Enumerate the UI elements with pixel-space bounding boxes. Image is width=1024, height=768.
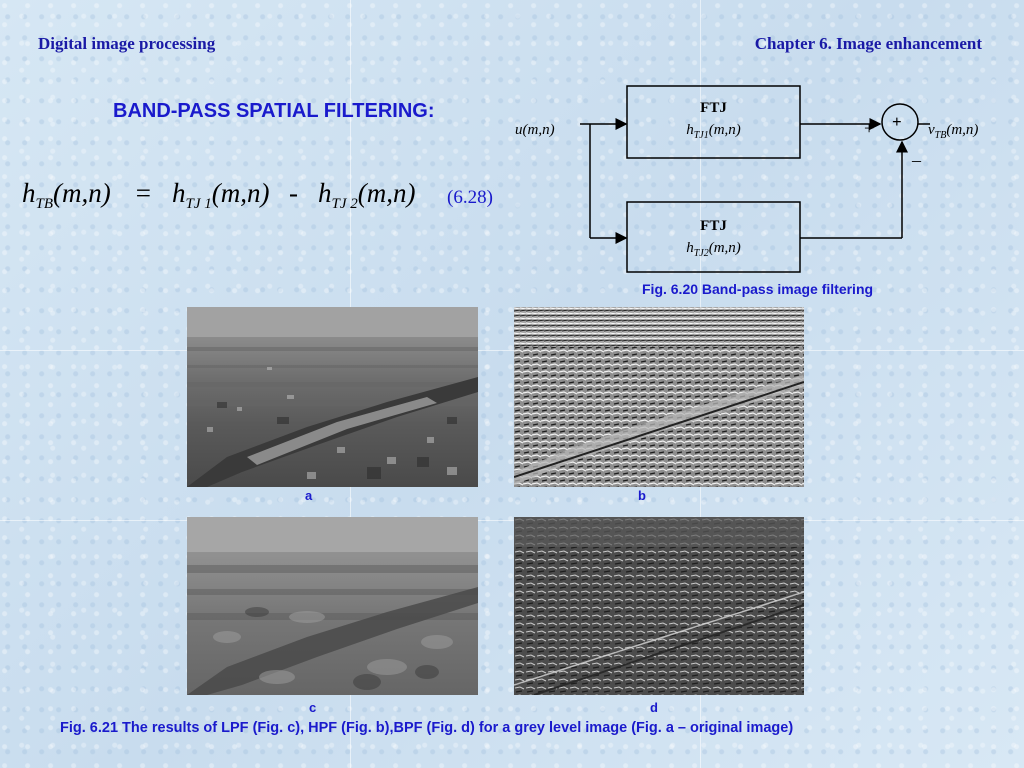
ftj1-title: FTJ bbox=[700, 100, 727, 116]
equation-term2: $h_{TJ 2}(m,n)$ bbox=[318, 178, 416, 212]
figure-620-caption: Fig. 6.20 Band-pass image filtering bbox=[642, 281, 874, 297]
ftj1-function: $h_{TJ1}(m,n)$ bbox=[686, 122, 741, 141]
original-image-a bbox=[187, 307, 478, 487]
equation-minus: - bbox=[289, 178, 298, 208]
hpf-image-b bbox=[514, 307, 804, 487]
lpf-image-c bbox=[187, 517, 478, 695]
ftj2-block bbox=[627, 202, 800, 272]
header-course-title: Digital image processing bbox=[38, 34, 216, 53]
equation-lhs: $h_{TB}(m,n)$ bbox=[22, 178, 111, 212]
header-chapter-title: Chapter 6. Image enhancement bbox=[754, 34, 982, 53]
image-label-c: c bbox=[309, 700, 317, 715]
figure-621-caption: Fig. 6.21 The results of LPF (Fig. c), HPF (Fig. b),BPF (Fig. d) for a grey level image (Fig. a – original image) bbox=[60, 720, 794, 736]
equation-number: (6.28) bbox=[447, 187, 493, 208]
image-label-b: b bbox=[638, 488, 646, 503]
image-label-d: d bbox=[650, 700, 658, 715]
ftj2-title: FTJ bbox=[700, 218, 727, 234]
equation-equals: = bbox=[134, 178, 153, 208]
image-label-a: a bbox=[305, 488, 313, 503]
equation-term1: $h_{TJ 1}(m,n)$ bbox=[172, 178, 270, 212]
input-signal-label: u(m,n) bbox=[515, 122, 555, 138]
section-title: BAND-PASS SPATIAL FILTERING: bbox=[113, 100, 435, 122]
sum-symbol: + bbox=[892, 112, 902, 131]
output-signal-label: $v_{TB}(m,n)$ bbox=[928, 122, 979, 141]
ftj2-function: $h_{TJ2}(m,n)$ bbox=[686, 240, 741, 259]
background-grid-line bbox=[0, 350, 1024, 351]
bpf-image-d bbox=[514, 517, 804, 695]
band-pass-block-diagram bbox=[510, 78, 1010, 278]
plus-sign: + bbox=[864, 118, 875, 138]
minus-sign: – bbox=[912, 150, 921, 170]
background-grid-line bbox=[0, 520, 1024, 521]
